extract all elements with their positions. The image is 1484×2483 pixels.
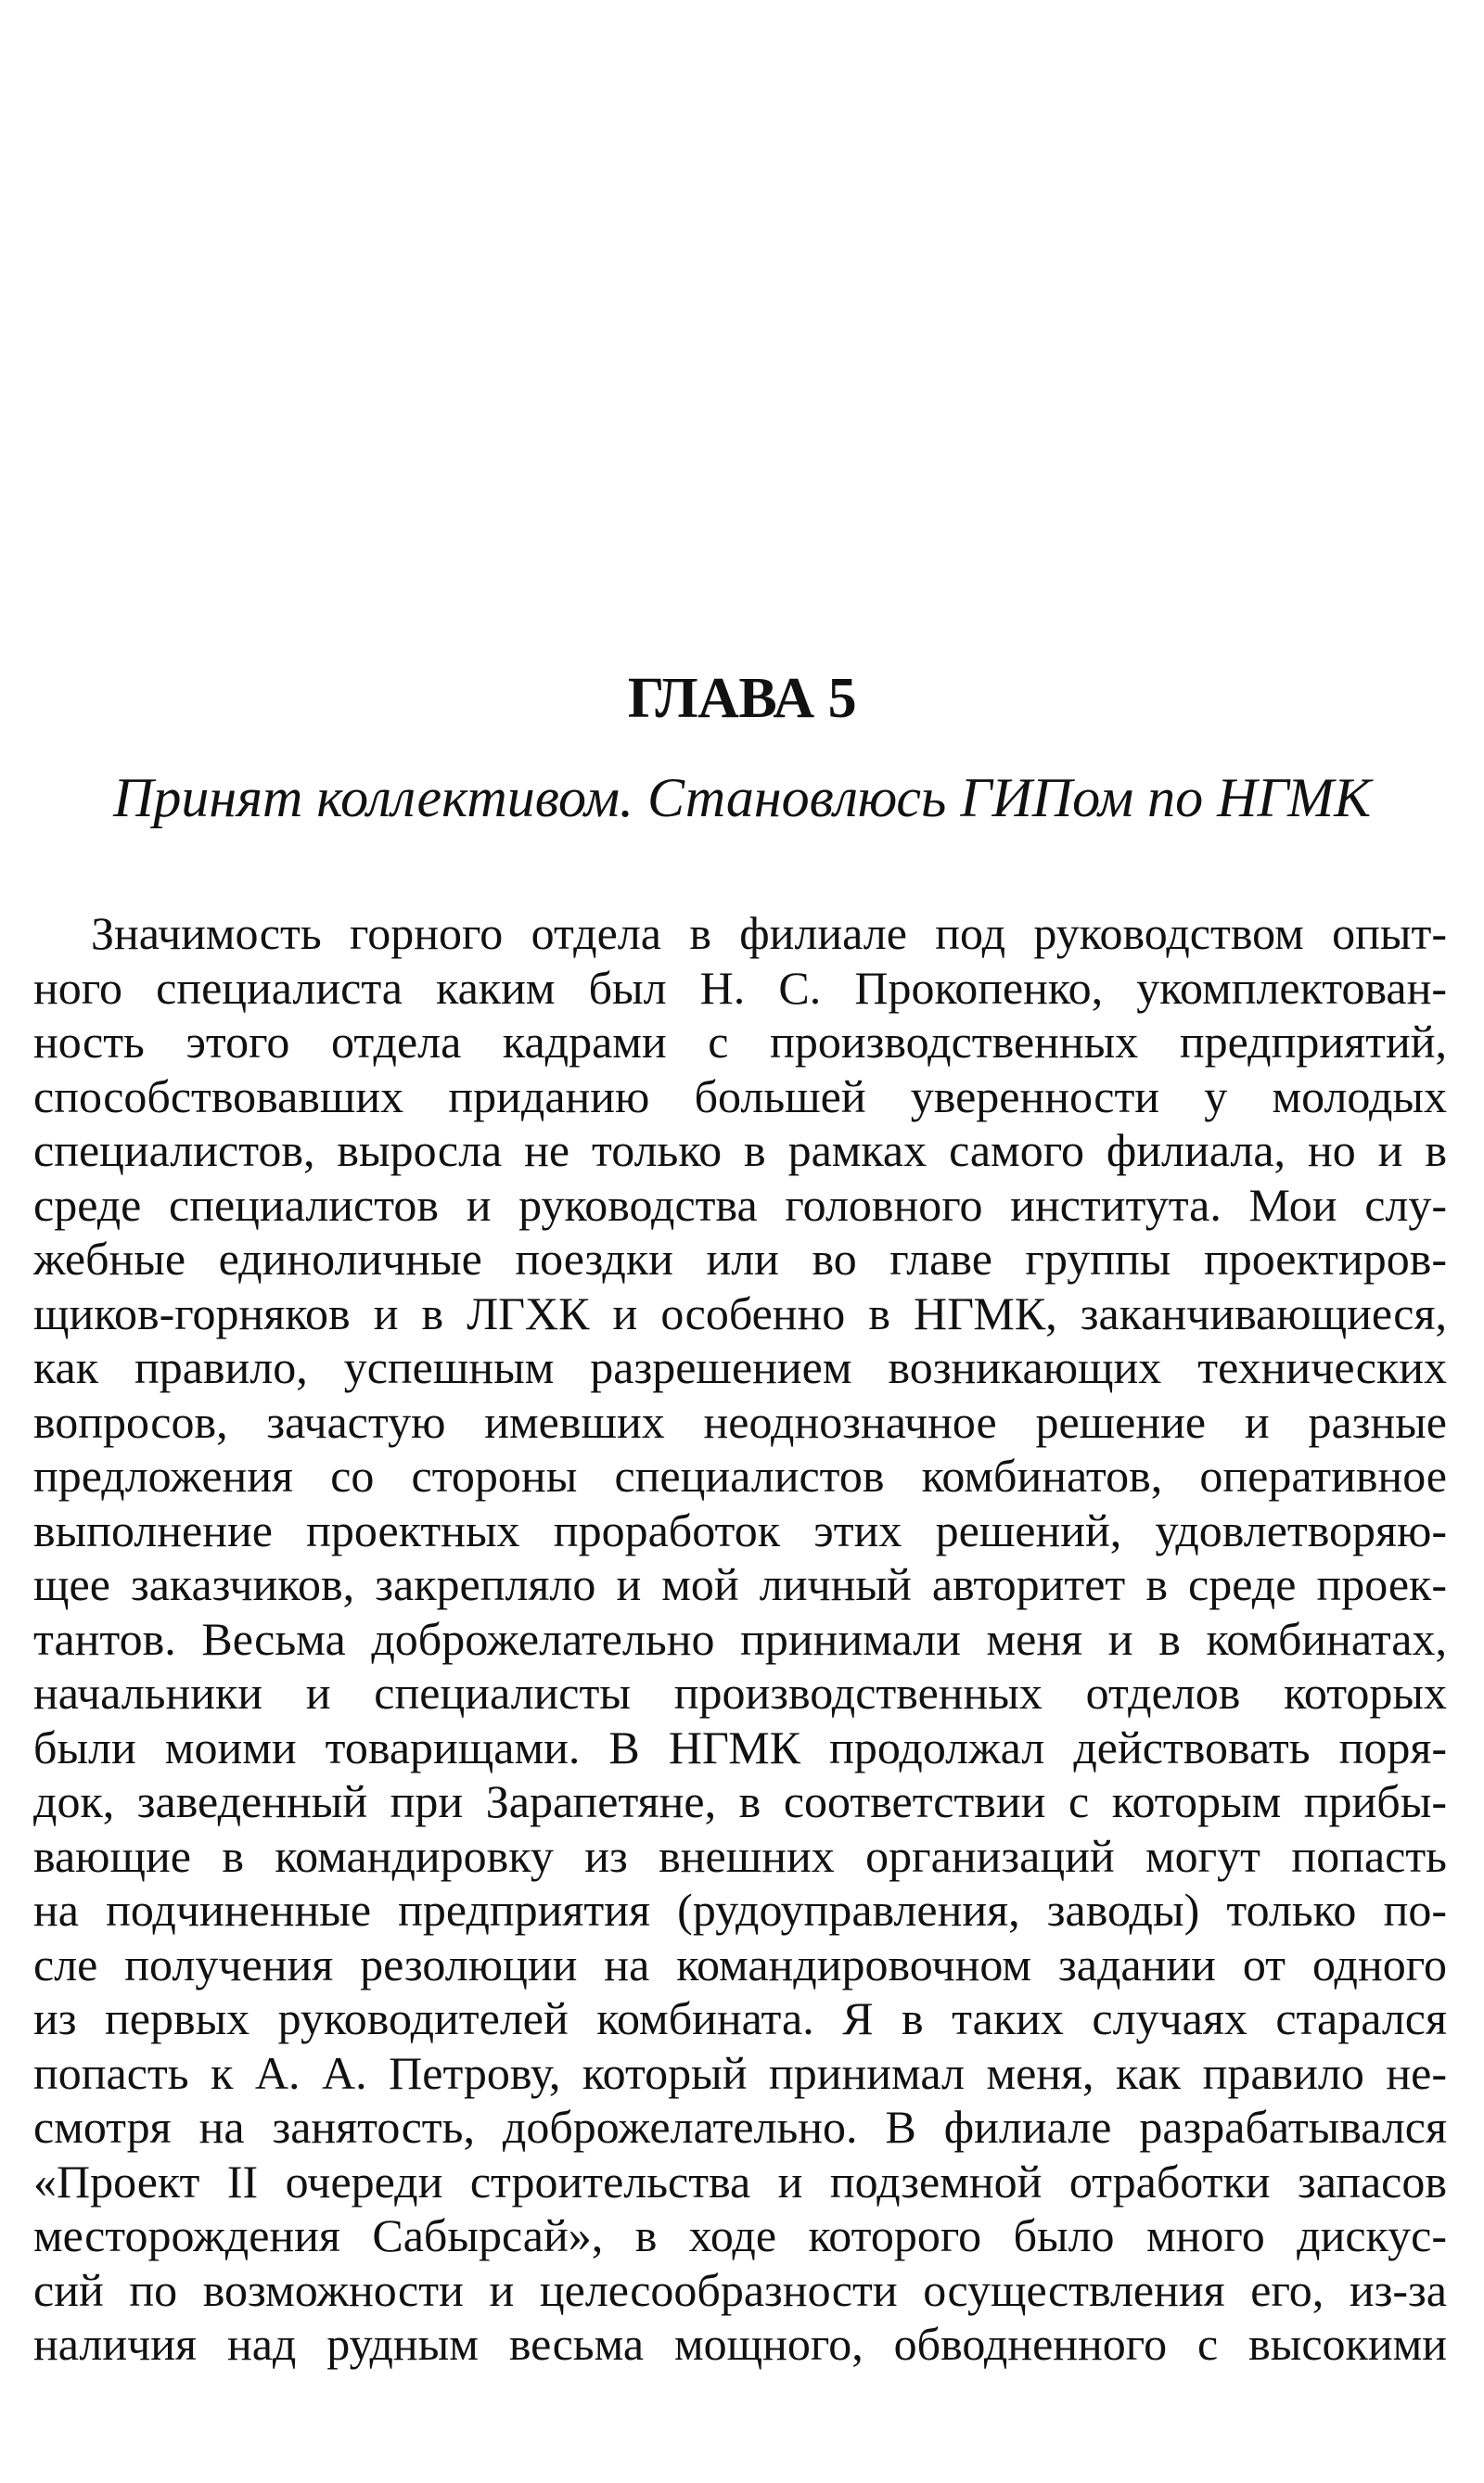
chapter-subtitle: Принят коллективом. Становлюсь ГИПом по НГМК (113, 767, 1371, 828)
text-line: сле получения резолюции на командировочном задании от одного (33, 1938, 1447, 1990)
text-line: щиков-горняков и в ЛГХК и особенно в НГМК, заканчивающиеся, (33, 1286, 1447, 1339)
text-line: предложения со стороны специалистов комбинатов, оперативное (33, 1450, 1447, 1502)
text-line: на подчиненные предприятия (рудоуправления, заводы) только по- (33, 1884, 1447, 1936)
text-line: жебные единоличные поездки или во главе группы проектиров- (33, 1233, 1447, 1285)
text-line: специалистов, выросла не только в рамках самого филиала, но и в (33, 1124, 1447, 1176)
text-line: сий по возможности и целесообразности осуществления его, из-за (33, 2263, 1447, 2316)
text-line: способствовавших приданию большей уверенности у молодых (33, 1069, 1447, 1122)
text-line: месторождения Сабырсай», в ходе которого было много дискус- (33, 2209, 1447, 2261)
text-line: «Проект II очереди строительства и подземной отработки запасов (33, 2155, 1447, 2208)
text-line: ность этого отдела кадрами с производственных предприятий, (33, 1016, 1447, 1068)
text-line: из первых руководителей комбината. Я в таких случаях старался (33, 1992, 1447, 2044)
chapter-heading: ГЛАВА 5 (627, 667, 857, 730)
text-line: смотря на занятость, доброжелательно. В филиале разрабатывался (33, 2101, 1447, 2153)
text-line: были моими товарищами. В НГМК продолжал действовать поря- (33, 1721, 1447, 1773)
text-line: док, заведенный при Зарапетяне, в соответствии с которым прибы- (33, 1775, 1447, 1827)
text-line: Значимость горного отдела в филиале под руководством опыт- (91, 907, 1447, 959)
text-line: наличия над рудным весьма мощного, обводненного с высокими (33, 2318, 1447, 2370)
text-line: щее заказчиков, закрепляло и мой личный авторитет в среде проек- (33, 1558, 1447, 1610)
text-line: как правило, успешным разрешением возникающих технических (33, 1341, 1447, 1393)
text-line: среде специалистов и руководства головного института. Мои слу- (33, 1178, 1447, 1231)
text-line: попасть к А. А. Петрову, который принимал меня, как правило не- (33, 2046, 1447, 2099)
text-line: ного специалиста каким был Н. С. Прокопенко, укомплектован- (33, 961, 1447, 1014)
body-text (33, 906, 1447, 2372)
text-line: начальники и специалисты производственных отделов которых (33, 1667, 1447, 1719)
text-line: тантов. Весьма доброжелательно принимали меня и в комбинатах, (33, 1612, 1447, 1665)
text-line: вопросов, зачастую имевших неоднозначное решение и разные (33, 1395, 1447, 1448)
text-line: выполнение проектных проработок этих решений, удовлетворяю- (33, 1504, 1447, 1556)
text-line: вающие в командировку из внешних организаций могут попасть (33, 1829, 1447, 1882)
